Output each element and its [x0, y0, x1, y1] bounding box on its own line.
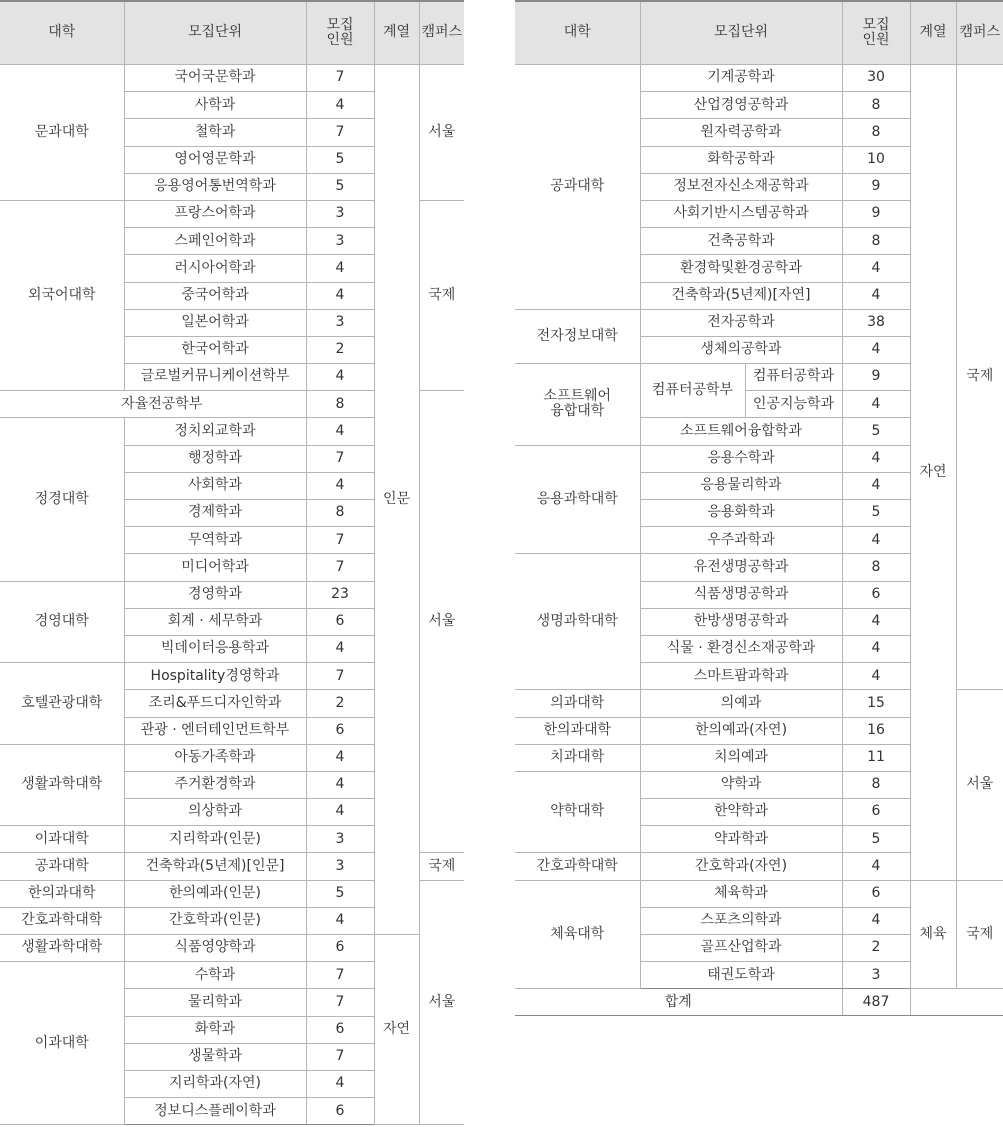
unit-cell: 건축학과(5년제)[자연] [640, 282, 842, 309]
unit-cell: 컴퓨터공학과 [745, 364, 842, 391]
quota-cell: 4 [842, 907, 910, 934]
college-cell: 이과대학 [0, 826, 124, 853]
quota-cell: 4 [842, 255, 910, 282]
college-cell: 호텔관광대학 [0, 663, 124, 745]
quota-cell: 30 [842, 65, 910, 92]
college-cell: 공과대학 [515, 65, 640, 310]
unit-cell: 한방생명공학과 [640, 608, 842, 635]
unit-cell: 응용화학과 [640, 500, 842, 527]
quota-cell: 9 [842, 364, 910, 391]
college-cell: 체육대학 [515, 880, 640, 989]
unit-cell: Hospitality경영학과 [124, 663, 306, 690]
track-cell: 인문 [374, 65, 419, 935]
quota-cell: 11 [842, 744, 910, 771]
header-unit: 모집단위 [124, 1, 306, 65]
college-cell: 치과대학 [515, 744, 640, 771]
quota-cell: 6 [306, 935, 374, 962]
quota-cell: 9 [842, 200, 910, 227]
unit-cell: 화학공학과 [640, 146, 842, 173]
college-cell: 정경대학 [0, 418, 124, 581]
table-row [515, 880, 1003, 907]
unit-cell: 화학과 [124, 1016, 306, 1043]
total-blank [910, 989, 1003, 1016]
quota-cell: 4 [306, 282, 374, 309]
college-cell: 경영대학 [0, 581, 124, 663]
unit-cell: 아동가족학과 [124, 744, 306, 771]
unit-cell: 한의예과(자연) [640, 717, 842, 744]
quota-cell: 9 [842, 173, 910, 200]
unit-cell: 의예과 [640, 690, 842, 717]
unit-cell: 약과학과 [640, 826, 842, 853]
unit-cell: 스포츠의학과 [640, 907, 842, 934]
header-quota-line2: 인원 [326, 32, 354, 48]
unit-cell: 철학과 [124, 119, 306, 146]
unit-cell: 환경학및환경공학과 [640, 255, 842, 282]
quota-cell: 7 [306, 65, 374, 92]
quota-cell: 4 [306, 1070, 374, 1097]
quota-cell: 5 [842, 826, 910, 853]
table-row [515, 65, 1003, 92]
unit-cell: 한국어학과 [124, 336, 306, 363]
unit-cell: 수학과 [124, 962, 306, 989]
college-cell: 생활과학대학 [0, 744, 124, 826]
campus-cell: 국제 [419, 853, 464, 880]
quota-cell: 7 [306, 554, 374, 581]
unit-cell: 식품영양학과 [124, 935, 306, 962]
college-cell: 한의과대학 [515, 717, 640, 744]
unit-cell: 관광 · 엔터테인먼트학부 [124, 717, 306, 744]
campus-cell: 서울 [419, 391, 464, 853]
unit-cell: 지리학과(인문) [124, 826, 306, 853]
unit-cell: 간호학과(인문) [124, 907, 306, 934]
total-label: 합계 [515, 989, 842, 1016]
quota-cell: 7 [306, 663, 374, 690]
college-cell: 생활과학대학 [0, 935, 124, 962]
unit-cell: 영어영문학과 [124, 146, 306, 173]
quota-cell: 4 [842, 336, 910, 363]
quota-cell: 8 [842, 771, 910, 798]
quota-cell: 4 [306, 418, 374, 445]
header-unit: 모집단위 [640, 1, 842, 65]
unit-cell: 건축공학과 [640, 228, 842, 255]
college-cell: 외국어대학 [0, 200, 124, 390]
college-cell: 문과대학 [0, 65, 124, 201]
quota-cell: 7 [306, 989, 374, 1016]
unit-cell: 조리&푸드디자인학과 [124, 690, 306, 717]
quota-cell: 6 [306, 608, 374, 635]
unit-cell: 식물 · 환경신소재공학과 [640, 635, 842, 662]
quota-cell: 7 [306, 1043, 374, 1070]
header-quota-line2: 인원 [862, 32, 890, 48]
college-cell: 자율전공학부 [0, 391, 306, 418]
quota-cell: 23 [306, 581, 374, 608]
quota-cell: 3 [306, 200, 374, 227]
quota-cell: 8 [306, 391, 374, 418]
quota-cell: 4 [306, 92, 374, 119]
campus-cell: 국제 [419, 200, 464, 390]
unit-cell: 경제학과 [124, 500, 306, 527]
unit-cell: 프랑스어학과 [124, 200, 306, 227]
campus-cell: 서울 [419, 65, 464, 201]
quota-cell: 6 [306, 717, 374, 744]
track-cell: 체육 [910, 880, 956, 989]
quota-cell: 4 [842, 445, 910, 472]
total-value: 487 [842, 989, 910, 1016]
unit-cell: 의상학과 [124, 799, 306, 826]
quota-cell: 5 [306, 880, 374, 907]
unit-cell: 주거환경학과 [124, 771, 306, 798]
unit-cell: 빅데이터응용학과 [124, 635, 306, 662]
unit-cell: 유전생명공학과 [640, 554, 842, 581]
quota-cell: 5 [842, 500, 910, 527]
unit-cell: 골프산업학과 [640, 935, 842, 962]
dept-cell: 컴퓨터공학부 [640, 364, 745, 418]
quota-cell: 3 [306, 853, 374, 880]
quota-cell: 10 [842, 146, 910, 173]
table-header-row [515, 1, 1003, 65]
header-college: 대학 [0, 1, 124, 65]
unit-cell: 전자공학과 [640, 309, 842, 336]
college-cell: 전자정보대학 [515, 309, 640, 363]
quota-cell: 4 [306, 907, 374, 934]
header-campus: 캠퍼스 [419, 1, 464, 65]
quota-cell: 6 [842, 581, 910, 608]
unit-cell: 응용물리학과 [640, 472, 842, 499]
quota-cell: 4 [306, 799, 374, 826]
unit-cell: 기계공학과 [640, 65, 842, 92]
header-quota [306, 1, 374, 65]
unit-cell: 약학과 [640, 771, 842, 798]
college-cell: 한의과대학 [0, 880, 124, 907]
quota-cell: 5 [306, 173, 374, 200]
unit-cell: 러시아어학과 [124, 255, 306, 282]
unit-cell: 국어국문학과 [124, 65, 306, 92]
quota-cell: 4 [842, 663, 910, 690]
college-cell [515, 364, 640, 446]
unit-cell: 회계 · 세무학과 [124, 608, 306, 635]
unit-cell: 무역학과 [124, 527, 306, 554]
college-cell: 응용과학대학 [515, 445, 640, 554]
quota-cell: 4 [306, 744, 374, 771]
quota-cell: 4 [842, 527, 910, 554]
unit-cell: 건축학과(5년제)[인문] [124, 853, 306, 880]
unit-cell: 한약학과 [640, 799, 842, 826]
college-line: 융합대학 [550, 403, 605, 420]
quota-cell: 4 [842, 391, 910, 418]
unit-cell: 원자력공학과 [640, 119, 842, 146]
unit-cell: 사회기반시스템공학과 [640, 200, 842, 227]
track-cell: 자연 [910, 65, 956, 881]
admissions-table-left [0, 0, 464, 1125]
quota-cell: 4 [842, 608, 910, 635]
unit-cell: 치의예과 [640, 744, 842, 771]
quota-cell: 4 [306, 255, 374, 282]
unit-cell: 소프트웨어융합학과 [640, 418, 842, 445]
college-cell: 간호과학대학 [515, 853, 640, 880]
unit-cell: 정보디스플레이학과 [124, 1098, 306, 1125]
unit-cell: 물리학과 [124, 989, 306, 1016]
quota-cell: 4 [306, 472, 374, 499]
quota-cell: 3 [842, 962, 910, 989]
unit-cell: 식품생명공학과 [640, 581, 842, 608]
unit-cell: 우주과학과 [640, 527, 842, 554]
unit-cell: 행정학과 [124, 445, 306, 472]
header-campus: 캠퍼스 [956, 1, 1003, 65]
header-track: 계열 [374, 1, 419, 65]
quota-cell: 3 [306, 826, 374, 853]
quota-cell: 38 [842, 309, 910, 336]
quota-cell: 4 [842, 635, 910, 662]
quota-cell: 2 [306, 336, 374, 363]
campus-cell: 서울 [956, 690, 1003, 880]
unit-cell: 스마트팜과학과 [640, 663, 842, 690]
quota-cell: 15 [842, 690, 910, 717]
quota-cell: 2 [306, 690, 374, 717]
quota-cell: 4 [842, 472, 910, 499]
unit-cell: 인공지능학과 [745, 391, 842, 418]
quota-cell: 3 [306, 228, 374, 255]
quota-cell: 4 [306, 364, 374, 391]
quota-cell: 5 [306, 146, 374, 173]
quota-cell: 7 [306, 445, 374, 472]
unit-cell: 생물학과 [124, 1043, 306, 1070]
unit-cell: 글로벌커뮤니케이션학부 [124, 364, 306, 391]
unit-cell: 사회학과 [124, 472, 306, 499]
unit-cell: 정치외교학과 [124, 418, 306, 445]
quota-cell: 7 [306, 962, 374, 989]
track-cell: 자연 [374, 935, 419, 1125]
table-row [0, 65, 464, 92]
quota-cell: 8 [842, 119, 910, 146]
college-cell: 간호과학대학 [0, 907, 124, 934]
unit-cell: 일본어학과 [124, 309, 306, 336]
quota-cell: 6 [306, 1098, 374, 1125]
college-line: 소프트웨어 [543, 387, 612, 404]
quota-cell: 16 [842, 717, 910, 744]
unit-cell: 한의예과(인문) [124, 880, 306, 907]
college-cell: 공과대학 [0, 853, 124, 880]
quota-cell: 3 [306, 309, 374, 336]
unit-cell: 체육학과 [640, 880, 842, 907]
unit-cell: 태권도학과 [640, 962, 842, 989]
unit-cell: 생체의공학과 [640, 336, 842, 363]
unit-cell: 스페인어학과 [124, 228, 306, 255]
quota-cell: 4 [842, 282, 910, 309]
header-college: 대학 [515, 1, 640, 65]
campus-cell: 국제 [956, 880, 1003, 989]
header-quota [842, 1, 910, 65]
unit-cell: 경영학과 [124, 581, 306, 608]
quota-cell: 5 [842, 418, 910, 445]
table-header-row [0, 1, 464, 65]
unit-cell: 사학과 [124, 92, 306, 119]
quota-cell: 6 [842, 799, 910, 826]
quota-cell: 2 [842, 935, 910, 962]
unit-cell: 산업경영공학과 [640, 92, 842, 119]
unit-cell: 간호학과(자연) [640, 853, 842, 880]
unit-cell: 응용수학과 [640, 445, 842, 472]
unit-cell: 지리학과(자연) [124, 1070, 306, 1097]
quota-cell: 8 [842, 228, 910, 255]
campus-cell: 서울 [419, 880, 464, 1125]
quota-cell: 6 [842, 880, 910, 907]
quota-cell: 7 [306, 527, 374, 554]
quota-cell: 8 [306, 500, 374, 527]
quota-cell: 6 [306, 1016, 374, 1043]
header-quota-line1: 모집 [326, 16, 354, 33]
quota-cell: 7 [306, 119, 374, 146]
quota-cell: 4 [306, 771, 374, 798]
unit-cell: 미디어학과 [124, 554, 306, 581]
header-track: 계열 [910, 1, 956, 65]
admissions-table-right [515, 0, 1003, 1016]
unit-cell: 중국어학과 [124, 282, 306, 309]
college-cell: 이과대학 [0, 962, 124, 1125]
unit-cell: 응용영어통번역학과 [124, 173, 306, 200]
table-row [0, 935, 464, 962]
college-cell: 의과대학 [515, 690, 640, 717]
college-cell: 생명과학대학 [515, 554, 640, 690]
quota-cell: 4 [842, 853, 910, 880]
quota-cell: 8 [842, 92, 910, 119]
quota-cell: 4 [306, 635, 374, 662]
total-row [515, 989, 1003, 1016]
unit-cell: 정보전자신소재공학과 [640, 173, 842, 200]
college-cell: 약학대학 [515, 771, 640, 853]
campus-cell: 국제 [956, 65, 1003, 690]
quota-cell: 8 [842, 554, 910, 581]
header-quota-line1: 모집 [862, 16, 890, 33]
